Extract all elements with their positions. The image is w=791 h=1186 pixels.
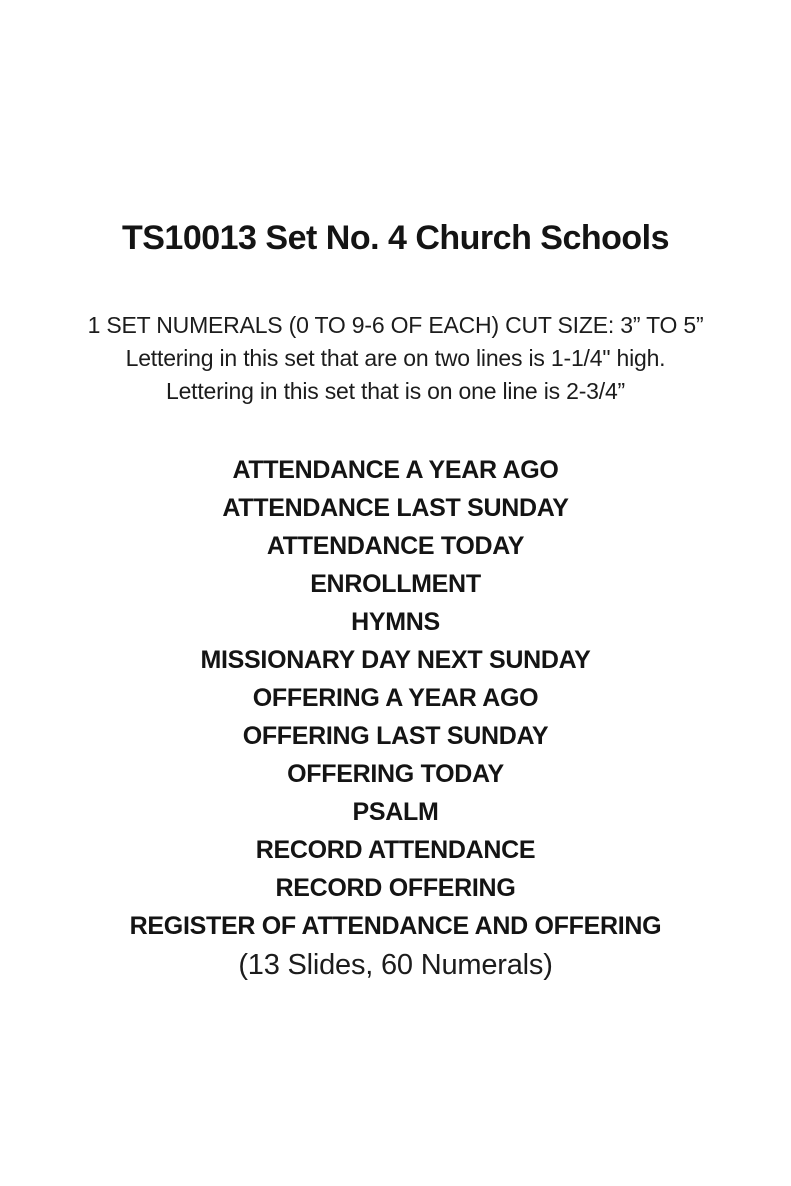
slide-title: REGISTER OF ATTENDANCE AND OFFERING xyxy=(129,912,662,940)
slide-title: ATTENDANCE LAST SUNDAY xyxy=(222,494,569,522)
slide-title: ENROLLMENT xyxy=(310,570,481,598)
set-description xyxy=(0,309,791,408)
slide-title: OFFERING A YEAR AGO xyxy=(252,684,539,712)
slide-title: ATTENDANCE TODAY xyxy=(266,532,525,560)
slide-title: RECORD ATTENDANCE xyxy=(255,836,536,864)
description-line: Lettering in this set that is on one line is 2-3/4” xyxy=(165,378,625,404)
slide-title-list xyxy=(0,451,791,945)
slide-title: OFFERING TODAY xyxy=(287,760,504,788)
description-line: 1 SET NUMERALS (0 TO 9-6 OF EACH) CUT SIZE: 3” TO 5” xyxy=(87,312,704,338)
slide-title: ATTENDANCE A YEAR AGO xyxy=(232,456,559,484)
slide-title: PSALM xyxy=(352,798,439,826)
slide-title: RECORD OFFERING xyxy=(275,874,516,902)
slide-title: MISSIONARY DAY NEXT SUNDAY xyxy=(200,646,591,674)
slide-title: OFFERING LAST SUNDAY xyxy=(242,722,549,750)
document-title: TS10013 Set No. 4 Church Schools xyxy=(121,219,670,257)
slide-title: HYMNS xyxy=(351,608,440,636)
description-line: Lettering in this set that are on two lines is 1-1/4" high. xyxy=(125,345,666,371)
set-summary: (13 Slides, 60 Numerals) xyxy=(238,949,553,981)
